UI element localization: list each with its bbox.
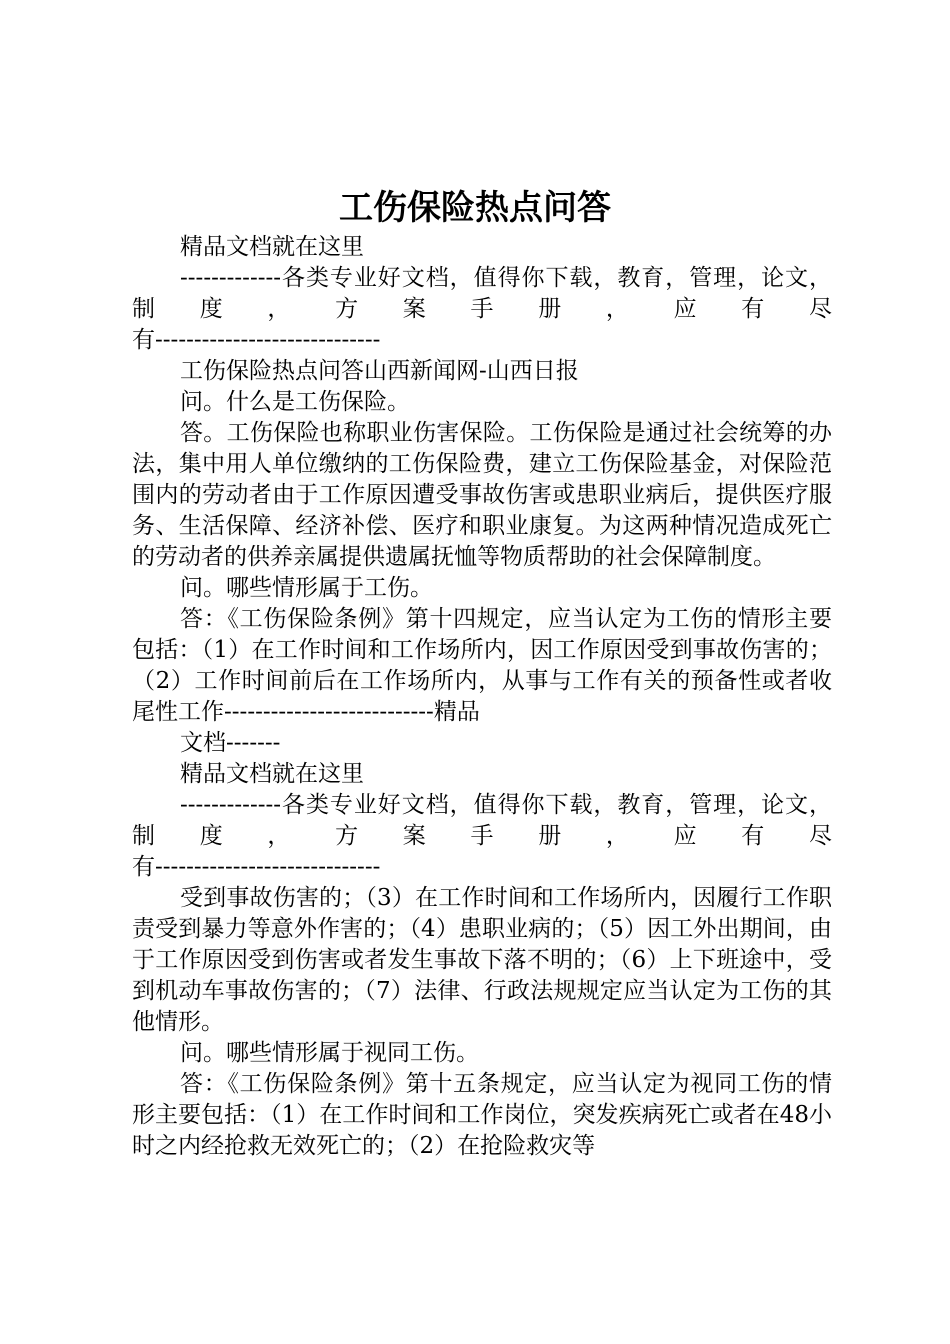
paragraph: 精品文档就在这里 — [180, 761, 364, 787]
paragraph: 问。哪些情形属于工伤。 — [180, 575, 433, 601]
paragraph: -------------各类专业好文档，值得你下载，教育，管理，论文，制度，方案手册，应有尽 — [132, 792, 832, 849]
paragraph: -------------各类专业好文档，值得你下载，教育，管理，论文，制度，方案手册，应有尽 — [132, 265, 832, 322]
paragraph: 问。什么是工伤保险。 — [180, 389, 410, 415]
paragraph: 有----------------------------- — [132, 854, 381, 880]
document-title: 工伤保险热点问答 — [339, 188, 611, 228]
paragraph: 答：《工伤保险条例》第十四规定，应当认定为工伤的情形主要包括：（1）在工作时间和工作场所内，因工作原因受到事故伤害的；（2）工作时间前后在工作场所内，从事与工作有关的预备性或者收尾性工作---------------------------精品 — [132, 606, 832, 725]
paragraph: 问。哪些情形属于视同工伤。 — [180, 1040, 479, 1066]
document-body — [132, 232, 832, 1162]
paragraph: 文档------- — [180, 730, 281, 756]
paragraph: 答。工伤保险也称职业伤害保险。工伤保险是通过社会统筹的办法，集中用人单位缴纳的工伤保险费，建立工伤保险基金，对保险范围内的劳动者由于工作原因遭受事故伤害或患职业病后，提供医疗服务、生活保障、经济补偿、医疗和职业康复。为这两种情况造成死亡的劳动者的供养亲属提供遗属抚恤等物质帮助的社会保障制度。 — [132, 420, 832, 570]
paragraph: 答：《工伤保险条例》第十五条规定，应当认定为视同工伤的情形主要包括：（1）在工作时间和工作岗位，突发疾病死亡或者在48小时之内经抢救无效死亡的；（2）在抢险救灾等 — [132, 1071, 832, 1159]
paragraph: 受到事故伤害的；（3）在工作时间和工作场所内，因履行工作职责受到暴力等意外作害的；（4）患职业病的；（5）因工外出期间，由于工作原因受到伤害或者发生事故下落不明的；（6）上下班途中，受到机动车事故伤害的；（7）法律、行政法规规定应当认定为工伤的其他情形。 — [132, 885, 832, 1035]
paragraph: 有----------------------------- — [132, 327, 381, 353]
paragraph: 工伤保险热点问答山西新闻网-山西日报 — [180, 358, 579, 384]
paragraph: 精品文档就在这里 — [180, 234, 364, 260]
